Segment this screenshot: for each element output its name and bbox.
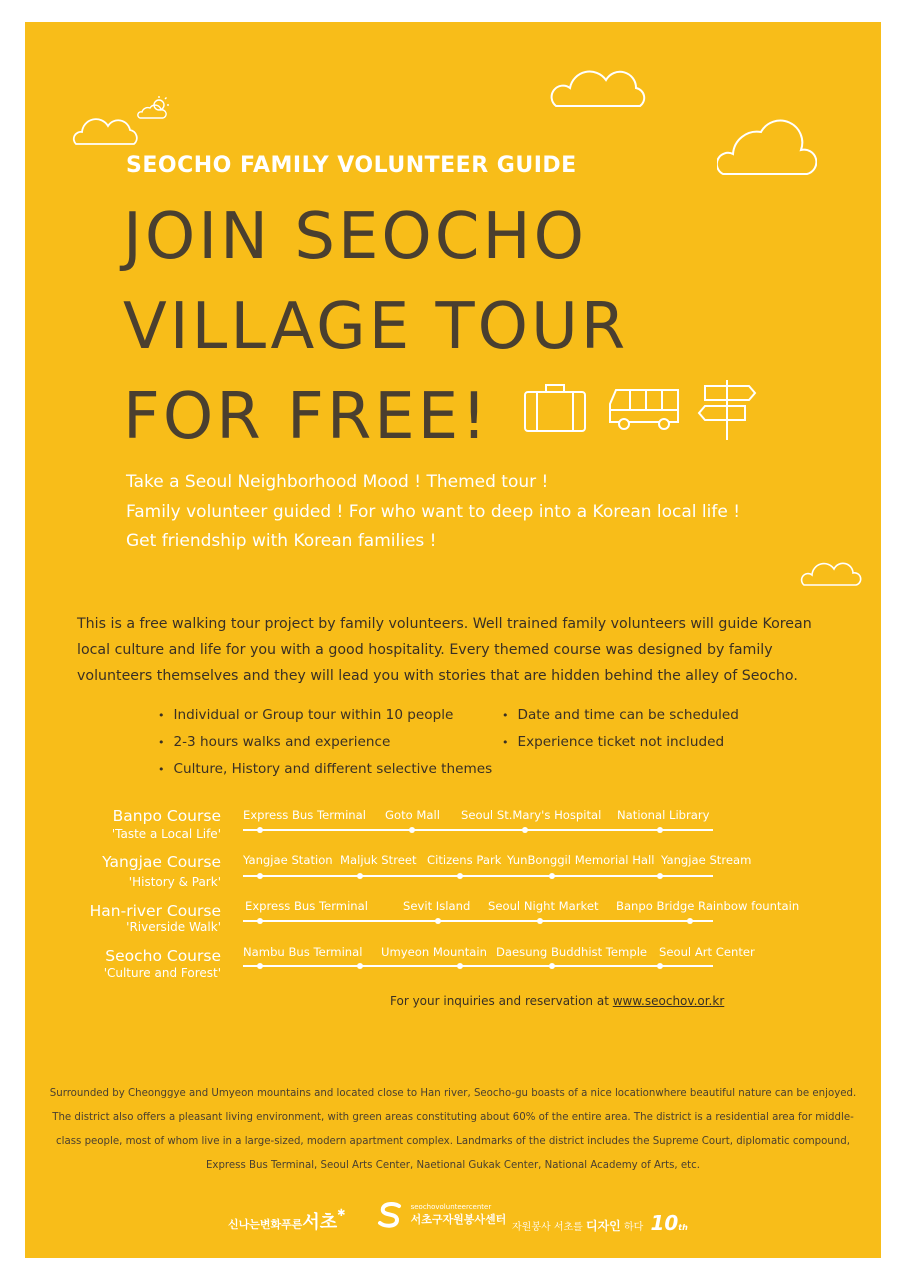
- course-stop: YunBonggil Memorial Hall: [507, 853, 655, 867]
- headline-line: VILLAGE TOUR: [123, 290, 629, 364]
- route-stop-dot: [549, 963, 555, 969]
- course-stop: Daesung Buddhist Temple: [496, 945, 648, 959]
- logo-english: seochovolunteercenter: [410, 1203, 492, 1211]
- bus-icon: [606, 386, 682, 432]
- anniversary-number: 10: [650, 1211, 679, 1235]
- feature-list-left: [158, 702, 492, 783]
- course-stop: Yangjae Station: [243, 853, 333, 867]
- route-stop-dot: [537, 918, 543, 924]
- headline-line: FOR FREE!: [123, 380, 490, 454]
- list-item: • Culture, History and different selective themes: [158, 756, 492, 783]
- intro-paragraph: This is a free walking tour project by family volunteers. Well trained family volunteers will guide Korean local culture and life for you with a good hospitality. Every themed course was designed by family volunteers themselves and they will lead you with stories that are hidden behind the alley of Seocho.: [77, 616, 812, 684]
- course-stop: Yangjae Stream: [661, 853, 752, 867]
- course-stop: National Library: [617, 808, 710, 822]
- volunteer-center-logo: [375, 1200, 506, 1230]
- cloud-icon: [550, 66, 650, 110]
- route-stop-dot: [435, 918, 441, 924]
- course-name: Banpo Course: [112, 807, 221, 825]
- list-item: • Date and time can be scheduled: [502, 702, 739, 729]
- logo-slogan: 신나는변화푸른: [228, 1218, 303, 1231]
- route-stop-dot: [257, 963, 263, 969]
- sun-cloud-icon: [137, 96, 171, 120]
- route-stop-dot: [549, 873, 555, 879]
- course-name: Han-river Course: [89, 902, 221, 920]
- route-stop-dot: [257, 918, 263, 924]
- route-stop-dot: [357, 873, 363, 879]
- volunteer-s-icon: [375, 1200, 405, 1230]
- route-stop-dot: [657, 873, 663, 879]
- logo-name: 서초: [302, 1212, 338, 1233]
- course-stop: Maljuk Street: [340, 853, 417, 867]
- course-subtitle: 'History & Park': [128, 875, 221, 889]
- signpost-icon: [695, 378, 759, 442]
- tagline: [126, 468, 740, 557]
- website-link[interactable]: www.seochov.or.kr: [612, 994, 725, 1008]
- slogan-text: 자원봉사 서초를: [512, 1222, 586, 1233]
- route-line: [243, 829, 713, 831]
- course-stop: Seoul Art Center: [659, 945, 755, 959]
- district-description: Surrounded by Cheonggye and Umyeon mountains and located close to Han river, Seocho-gu boasts of a nice locationwhere beautiful nature can be enjoyed. The district also offers a pleasant living environment, with green areas constituting about 60% of the entire area. The district is a residential area for middle-class people, most of whom live in a large-sized, modern apartment complex. Landmarks of the district includes the Supreme Court, diplomatic compound, Express Bus Terminal, Seoul Arts Center, Naetional Gukak Center, National Academy of Arts, etc.: [49, 1088, 857, 1171]
- route-line: [243, 875, 713, 877]
- course-name: Yangjae Course: [102, 853, 221, 871]
- route-line: [243, 965, 713, 967]
- route-stop-dot: [657, 963, 663, 969]
- star-icon: ✱: [337, 1208, 346, 1219]
- anniversary-mark: [650, 1211, 687, 1235]
- slogan-text: 하다: [620, 1222, 644, 1233]
- list-item: • 2-3 hours walks and experience: [158, 729, 492, 756]
- route-stop-dot: [457, 873, 463, 879]
- cloud-icon: [717, 118, 817, 178]
- headline-line: JOIN SEOCHO: [123, 200, 587, 274]
- course-stop: Express Bus Terminal: [243, 808, 366, 822]
- seocho-gu-logo: [228, 1208, 346, 1234]
- route-stop-dot: [522, 827, 528, 833]
- route-stop-dot: [657, 827, 663, 833]
- tagline-line: Get friendship with Korean families !: [126, 531, 437, 551]
- route-stop-dot: [457, 963, 463, 969]
- anniversary-suffix: th: [678, 1223, 688, 1232]
- course-name: Seocho Course: [105, 947, 221, 965]
- tagline-line: Take a Seoul Neighborhood Mood ! Themed tour !: [126, 472, 549, 492]
- route-stop-dot: [257, 873, 263, 879]
- course-stop: Citizens Park: [427, 853, 502, 867]
- course-stop: Sevit Island: [403, 899, 471, 913]
- route-stop-dot: [357, 963, 363, 969]
- course-stop: Seoul St.Mary's Hospital: [461, 808, 602, 822]
- course-stop: Express Bus Terminal: [245, 899, 368, 913]
- tagline-line: Family volunteer guided ! For who want to deep into a Korean local life !: [126, 501, 741, 522]
- list-item: • Experience ticket not included: [502, 729, 739, 756]
- inquiry-line: [390, 994, 724, 1008]
- logo-korean: 서초구자원봉사센터: [410, 1213, 507, 1226]
- list-item: • Individual or Group tour within 10 people: [158, 702, 492, 729]
- course-subtitle: 'Riverside Walk': [126, 920, 221, 934]
- suitcase-icon: [522, 380, 588, 434]
- kicker-title: SEOCHO FAMILY VOLUNTEER GUIDE: [126, 153, 577, 178]
- course-stop: Banpo Bridge Rainbow fountain: [616, 899, 800, 913]
- course-stop: Umyeon Mountain: [381, 945, 487, 959]
- poster: [25, 22, 881, 1258]
- course-stop: Seoul Night Market: [488, 899, 599, 913]
- course-subtitle: 'Taste a Local Life': [111, 827, 221, 841]
- route-stop-dot: [257, 827, 263, 833]
- route-stop-dot: [409, 827, 415, 833]
- feature-list-right: [502, 702, 739, 756]
- cloud-icon: [70, 114, 142, 148]
- slogan-emphasis: 디자인: [585, 1219, 621, 1233]
- course-stop: Nambu Bus Terminal: [243, 945, 363, 959]
- volunteer-slogan-logo: [512, 1211, 688, 1235]
- route-stop-dot: [687, 918, 693, 924]
- course-subtitle: 'Culture and Forest': [103, 966, 221, 980]
- cloud-icon: [800, 559, 862, 589]
- route-line: [243, 920, 713, 922]
- course-stop: Goto Mall: [385, 808, 440, 822]
- inquiry-text: For your inquiries and reservation at: [390, 994, 613, 1008]
